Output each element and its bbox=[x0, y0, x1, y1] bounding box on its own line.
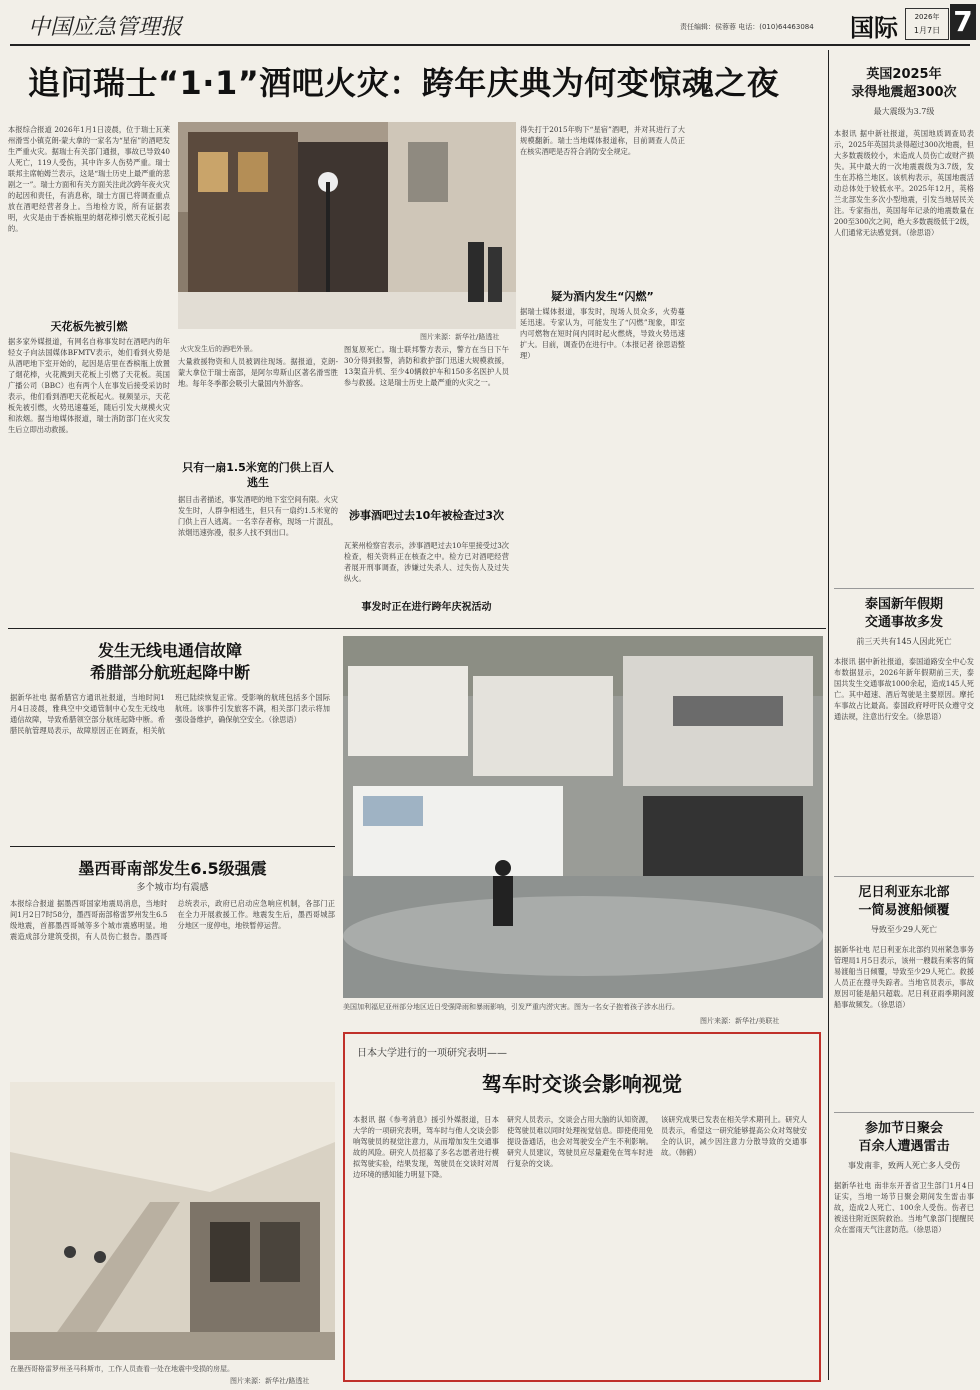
masthead bbox=[0, 0, 980, 44]
flood-photo bbox=[343, 636, 823, 998]
right-column-rule bbox=[828, 50, 829, 1380]
sidebar3-text: 据新华社电 尼日利亚东北部约贝州紧急事务管理局1月5日表示，该州一艘载有乘客的简易渡船当日倾覆，导致至少29人死亡。救援人员正在搜寻失踪者。当地官员表示，事故原因可能是船只超载。尼日利亚雨季期间渡船事故频发。（徐思语） bbox=[834, 945, 974, 1009]
sidebar3-subhead: 导致至少29人死亡 bbox=[870, 925, 938, 934]
story3-text: 本报综合报道 据墨西哥国家地震局消息，当地时间1月2日7时58分，墨西哥南部格雷罗州发生6.5级地震，首都墨西哥城等多个城市震感明显。地震造成部分建筑受损，有人员伤亡报告。墨西哥总统表示，政府已启动应急响应机制，各部门正在全力开展救援工作。地震发生后，墨西哥城部分地区一度停电，地铁暂停运营。 bbox=[10, 899, 335, 941]
fire-photo-caption: 火灾发生后的酒吧外景。 bbox=[180, 345, 257, 353]
sidebar2-text: 本报讯 据中新社报道，泰国道路安全中心发布数据显示，2026年新年假期前三天，泰国共发生交通事故1000余起，造成145人死亡。其中超速、酒后驾驶是主要原因。摩托车事故占比最高。泰国政府呼吁民众遵守交通法规，注意出行安全。（徐思语） bbox=[834, 657, 974, 721]
quake-photo-caption: 在墨西哥格雷罗州圣马科斯市，工作人员查看一处在地震中受损的房屋。 bbox=[10, 1365, 234, 1373]
main-col1-text: 本报综合报道 2026年1月1日凌晨，位于瑞士瓦莱州滑雪小镇克朗-蒙大拿的一家名为“星宿”的酒吧发生严重火灾。据瑞士有关部门通报，事故已导致40人死亡，119人受伤，其中许多人伤势严重。瑞士联邦主席帕姆兰表示，这是“瑞士历史上最严重的悲剧之一”。瑞士方面和有关方面关注此次跨年夜火灾的起因和责任，有消息称，瑞士方面已将调查重点放在酒吧经营者身上。当地检方说，所有证据表明，火灾是由于香槟瓶里的烟花棒引燃天花板引起的。 bbox=[8, 125, 170, 233]
section-label: 国际 bbox=[850, 14, 898, 42]
sidebar1-text: 本报讯 据中新社报道，英国地质调查局表示，2025年英国共录得超过300次地震，但大多数震级较小，未造成人员伤亡或财产损失。其中最大的一次地震震级为3.7级，发生在苏格兰地区。该机构表示，英国地震活动总体处于较低水平。2025年12月，英格兰北部发生多次小型地震，引发当地居民关注。专家指出，英国每年记录的地震数量在200至300次之间，绝大多数震级低于2级，人们通常无法感觉到。（徐思语） bbox=[834, 129, 974, 237]
main-col3-subhead2: 事发时正在进行跨年庆祝活动 bbox=[361, 602, 492, 613]
sidebar4-subhead: 事发南非，致两人死亡多人受伤 bbox=[848, 1161, 960, 1170]
sidebar3-headline: 尼日利亚东北部 一简易渡船倾覆 bbox=[858, 885, 950, 918]
story3-headline: 墨西哥南部发生6.5级强震 bbox=[78, 859, 267, 878]
flood-scene-image bbox=[343, 636, 823, 998]
research-col1: 本报讯 据《参考消息》援引外媒报道，日本大学的一项研究表明，驾车时与他人交谈会影响驾驶员的视觉注意力，从而增加发生交通事故的风险。研究人员招募了多名志愿者进行模拟驾驶实验，结果发现，驾驶员在交谈时对周边环境的感知能力明显下降。 bbox=[353, 1115, 499, 1179]
sidebar4-headline: 参加节日聚会 百余人遭遇雷击 bbox=[858, 1121, 950, 1154]
research-box bbox=[343, 1032, 821, 1382]
main-col4-text: 得失打于2015年购下“星宿”酒吧，并对其进行了大规模翻新。瑞士当地媒体报道称，目前调查人员正在核实酒吧是否符合消防安全规定。 bbox=[520, 125, 685, 156]
main-col4-subhead: 疑为酒内发生“闪燃” bbox=[551, 290, 654, 303]
quake-photo bbox=[10, 1082, 335, 1360]
main-col3-subhead: 涉事酒吧过去10年被检查过3次 bbox=[349, 509, 504, 522]
research-col2: 研究人员表示，交谈会占用大脑的认知资源，使驾驶员难以同时处理视觉信息。即使使用免提设备通话，也会对驾驶安全产生不利影响。研究人员建议，驾驶员应尽量避免在驾车时进行复杂的交谈。 bbox=[507, 1115, 653, 1168]
main-col3-text: 图复原死亡。瑞士联邦警方表示，警方在当日下午30分得到报警，消防和救护部门迅速大规模救援，13架直升机、至少40辆救护车和150多名医护人员参与救援。这是瑞士历史上最严重的火灾之一。 bbox=[344, 345, 509, 387]
fire-scene-image bbox=[178, 122, 516, 329]
sidebar1-subhead: 最大震级为3.7级 bbox=[873, 107, 935, 116]
date-box bbox=[905, 8, 949, 40]
main-col1-text2: 据多家外媒报道，有网名自称事发时在酒吧内的年轻女子向法国媒体BFMTV表示，她们看到火势是从酒吧地下室开始的，起因是店里在香槟瓶上放置了烟花棒，火花溅到天花板上引燃了天花板。英国广播公司（BBC）也有两个人在事发后接受采访时表示，他们看到酒吧天花板起火。视频显示，天花板先被引燃，火势迅速蔓延，随后引发大规模火灾和浓烟。据当地媒体报道，瑞士消防部门在火灾发生后立即出动救援。 bbox=[8, 337, 170, 434]
main-col2-text: 大量救援物资和人员被调往现场。据报道，克朗-蒙大拿位于瑞士南部，是阿尔卑斯山区著名滑雪胜地。每年冬季都会吸引大量国内外游客。 bbox=[178, 357, 338, 388]
editor-line: 责任编辑：侯蓉蓉 电话：(010)64463084 bbox=[680, 23, 814, 31]
sidebar4-text: 据新华社电 南非东开普省卫生部门1月4日证实，当地一场节日聚会期间发生雷击事故，造成2人死亡、100余人受伤。伤者已被送往附近医院救治。当地气象部门提醒民众在雷雨天气注意防范。（徐思语） bbox=[834, 1181, 974, 1234]
main-col4-text2: 据瑞士媒体报道，事发时，现场人员众多，火势蔓延迅速。专家认为，可能发生了“闪燃”现象，即室内可燃物在短时间内同时起火燃烧，导致火势迅速扩大。目前，调查仍在进行中。（本报记者 徐思语整理） bbox=[520, 307, 685, 360]
sidebar2-rule bbox=[834, 876, 974, 877]
flood-photo-caption: 美国加利福尼亚州部分地区近日受强降雨和暴雨影响，引发严重内涝灾害。图为一名女子抱着孩子涉水出行。 bbox=[343, 1003, 679, 1011]
sidebar1-rule bbox=[834, 588, 974, 589]
quake-scene-image bbox=[10, 1082, 335, 1360]
date-year: 2026年 bbox=[914, 13, 940, 21]
main-col2-text2: 据目击者描述，事发酒吧的地下室空间有限。火灾发生时，人群争相逃生，但只有一扇约1.5米宽的门供上百人逃离。一名幸存者称，现场一片混乱，浓烟迅速弥漫，很多人找不到出口。 bbox=[178, 495, 338, 537]
story2-headline: 发生无线电通信故障 希腊部分航班起降中断 bbox=[89, 641, 250, 682]
date-day: 1月7日 bbox=[913, 26, 941, 35]
research-col3: 该研究成果已发表在相关学术期刊上。研究人员表示，希望这一研究能够提高公众对驾驶安全的认识，减少因注意力分散导致的交通事故。（韩鹤） bbox=[661, 1115, 807, 1157]
story3-subhead: 多个城市均有震感 bbox=[136, 883, 209, 893]
quake-photo-credit: 图片来源：新华社/路透社 bbox=[230, 1377, 310, 1385]
research-kicker: 日本大学进行的一项研究表明—— bbox=[357, 1048, 507, 1059]
research-headline: 驾车时交谈会影响视觉 bbox=[482, 1072, 682, 1096]
fire-photo-credit: 图片来源：新华社/路透社 bbox=[420, 333, 500, 341]
main-bottom-rule bbox=[8, 628, 826, 629]
sidebar2-subhead: 前三天共有145人因此死亡 bbox=[856, 637, 952, 646]
sidebar1-headline: 英国2025年 录得地震超300次 bbox=[851, 67, 957, 100]
story2-rule bbox=[10, 846, 335, 847]
page-number: 7 bbox=[950, 4, 976, 40]
paper-name: 中国应急管理报 bbox=[28, 15, 183, 40]
sidebar2-headline: 泰国新年假期 交通事故多发 bbox=[864, 597, 943, 630]
fire-photo bbox=[178, 122, 516, 329]
main-col3-text2: 瓦莱州检察官表示，涉事酒吧过去10年里接受过3次检查，相关资料正在核查之中。检方已对酒吧经营者展开刑事调查，涉嫌过失杀人、过失伤人及过失纵火。 bbox=[344, 541, 509, 583]
main-col2-subhead: 只有一扇1.5米宽的门供上百人逃生 bbox=[182, 461, 334, 489]
story2-text: 据新华社电 据希腊官方通讯社报道，当地时间1月4日凌晨，雅典空中交通管制中心发生无线电通信故障，导致希腊领空部分航班起降中断。希腊民航管理局表示，故障原因正在调查，相关航班已陆续恢复正常。受影响的航班包括多个国际航班。该事件引发旅客不满，相关部门表示将加强设备维护，确保航空安全。（徐思语） bbox=[10, 693, 330, 735]
main-col5-filler bbox=[690, 124, 810, 624]
main-headline: 追问瑞士“1·1”酒吧火灾：跨年庆典为何变惊魂之夜 bbox=[28, 64, 780, 102]
sidebar3-rule bbox=[834, 1112, 974, 1113]
flood-photo-credit: 图片来源：新华社/美联社 bbox=[700, 1017, 780, 1025]
masthead-rule bbox=[10, 44, 970, 46]
main-col1-subhead: 天花板先被引燃 bbox=[50, 320, 128, 333]
